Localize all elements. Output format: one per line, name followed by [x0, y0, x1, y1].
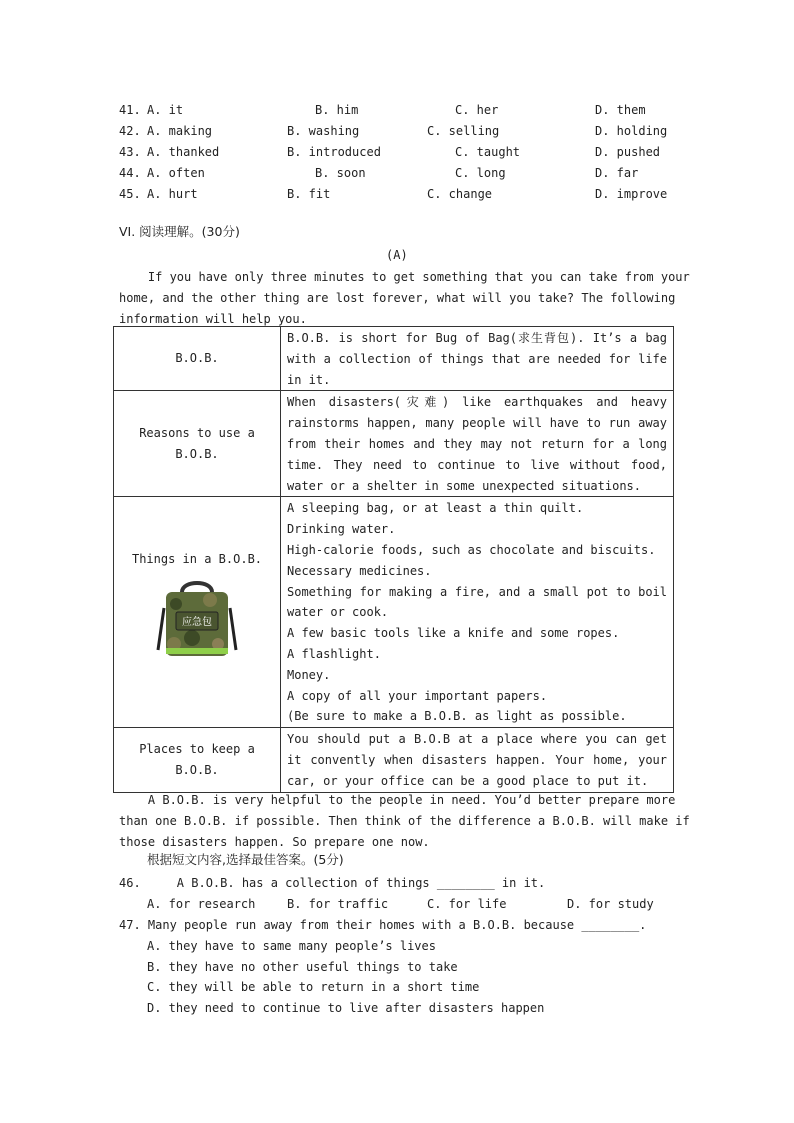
table-row-things — [114, 497, 674, 728]
section-heading: VI. 阅读理解。(30分) — [119, 224, 240, 239]
option-d: D. they need to continue to live after disasters happen — [147, 1001, 545, 1015]
row-label: Reasons to use a B.O.B. — [114, 391, 281, 497]
option-b: B. they have no other useful things to take — [147, 960, 458, 974]
instruction-text: 根据短文内容,选择最佳答案。(5分) — [147, 852, 344, 867]
svg-text:应急包: 应急包 — [182, 616, 212, 628]
emergency-bag-image — [156, 578, 238, 664]
table-row-definition — [114, 327, 674, 391]
row-content: A sleeping bag, or at least a thin quilt. Drinking water. High-calorie foods, such as chocolate and biscuits. Necessary medicines. Something for making a fire, and a small pot to boil water or cook. A few basic tools like a knife and some ropes. A flashlight. Money. A copy of all your important papers. (Be sure to make a B.O.B. as light as possible. — [281, 497, 674, 728]
row-label: Things in a B.O.B. 应急包 — [114, 497, 281, 728]
row-content: When disasters(灾难) like earthquakes and heavy rainstorms happen, many people will have to run away from their homes and they may not return for a long time. They need to continue to live without food, water or a shelter in some unexpected situations. — [281, 391, 674, 497]
question-stem: 46. A B.O.B. has a collection of things ________ in it. — [119, 876, 546, 890]
question-42: 42. A. making B. washing C. selling D. holding — [119, 124, 668, 138]
row-content: B.O.B. is short for Bug of Bag(求生背包). It’s a bag with a collection of things that are needed for life in it. — [281, 327, 674, 391]
question-46-options: A. for research B. for traffic C. for life D. for study — [147, 897, 654, 911]
passage-label: (A) — [386, 248, 408, 262]
question-45: 45. A. hurt B. fit C. change D. improve — [119, 187, 668, 201]
row-label: B.O.B. — [114, 327, 281, 391]
table-row-reasons — [114, 391, 674, 497]
row-content: You should put a B.O.B at a place where you can get it convently when disasters happen. Your home, your car, or your office can be a good place to put it. — [281, 728, 674, 792]
bob-info-table — [113, 326, 674, 793]
table-row-places — [114, 728, 674, 792]
option-a: A. they have to same many people’s lives — [147, 939, 436, 953]
question-stem: 47. Many people run away from their homes with a B.O.B. because ________. — [119, 918, 647, 932]
question-41: 41. A. it B. him C. her D. them — [119, 103, 646, 117]
option-c: C. they will be able to return in a short time — [147, 980, 480, 994]
row-label: Places to keep a B.O.B. — [114, 728, 281, 792]
question-44: 44. A. often B. soon C. long D. far — [119, 166, 639, 180]
question-43: 43. A. thanked B. introduced C. taught D. pushed — [119, 145, 661, 159]
